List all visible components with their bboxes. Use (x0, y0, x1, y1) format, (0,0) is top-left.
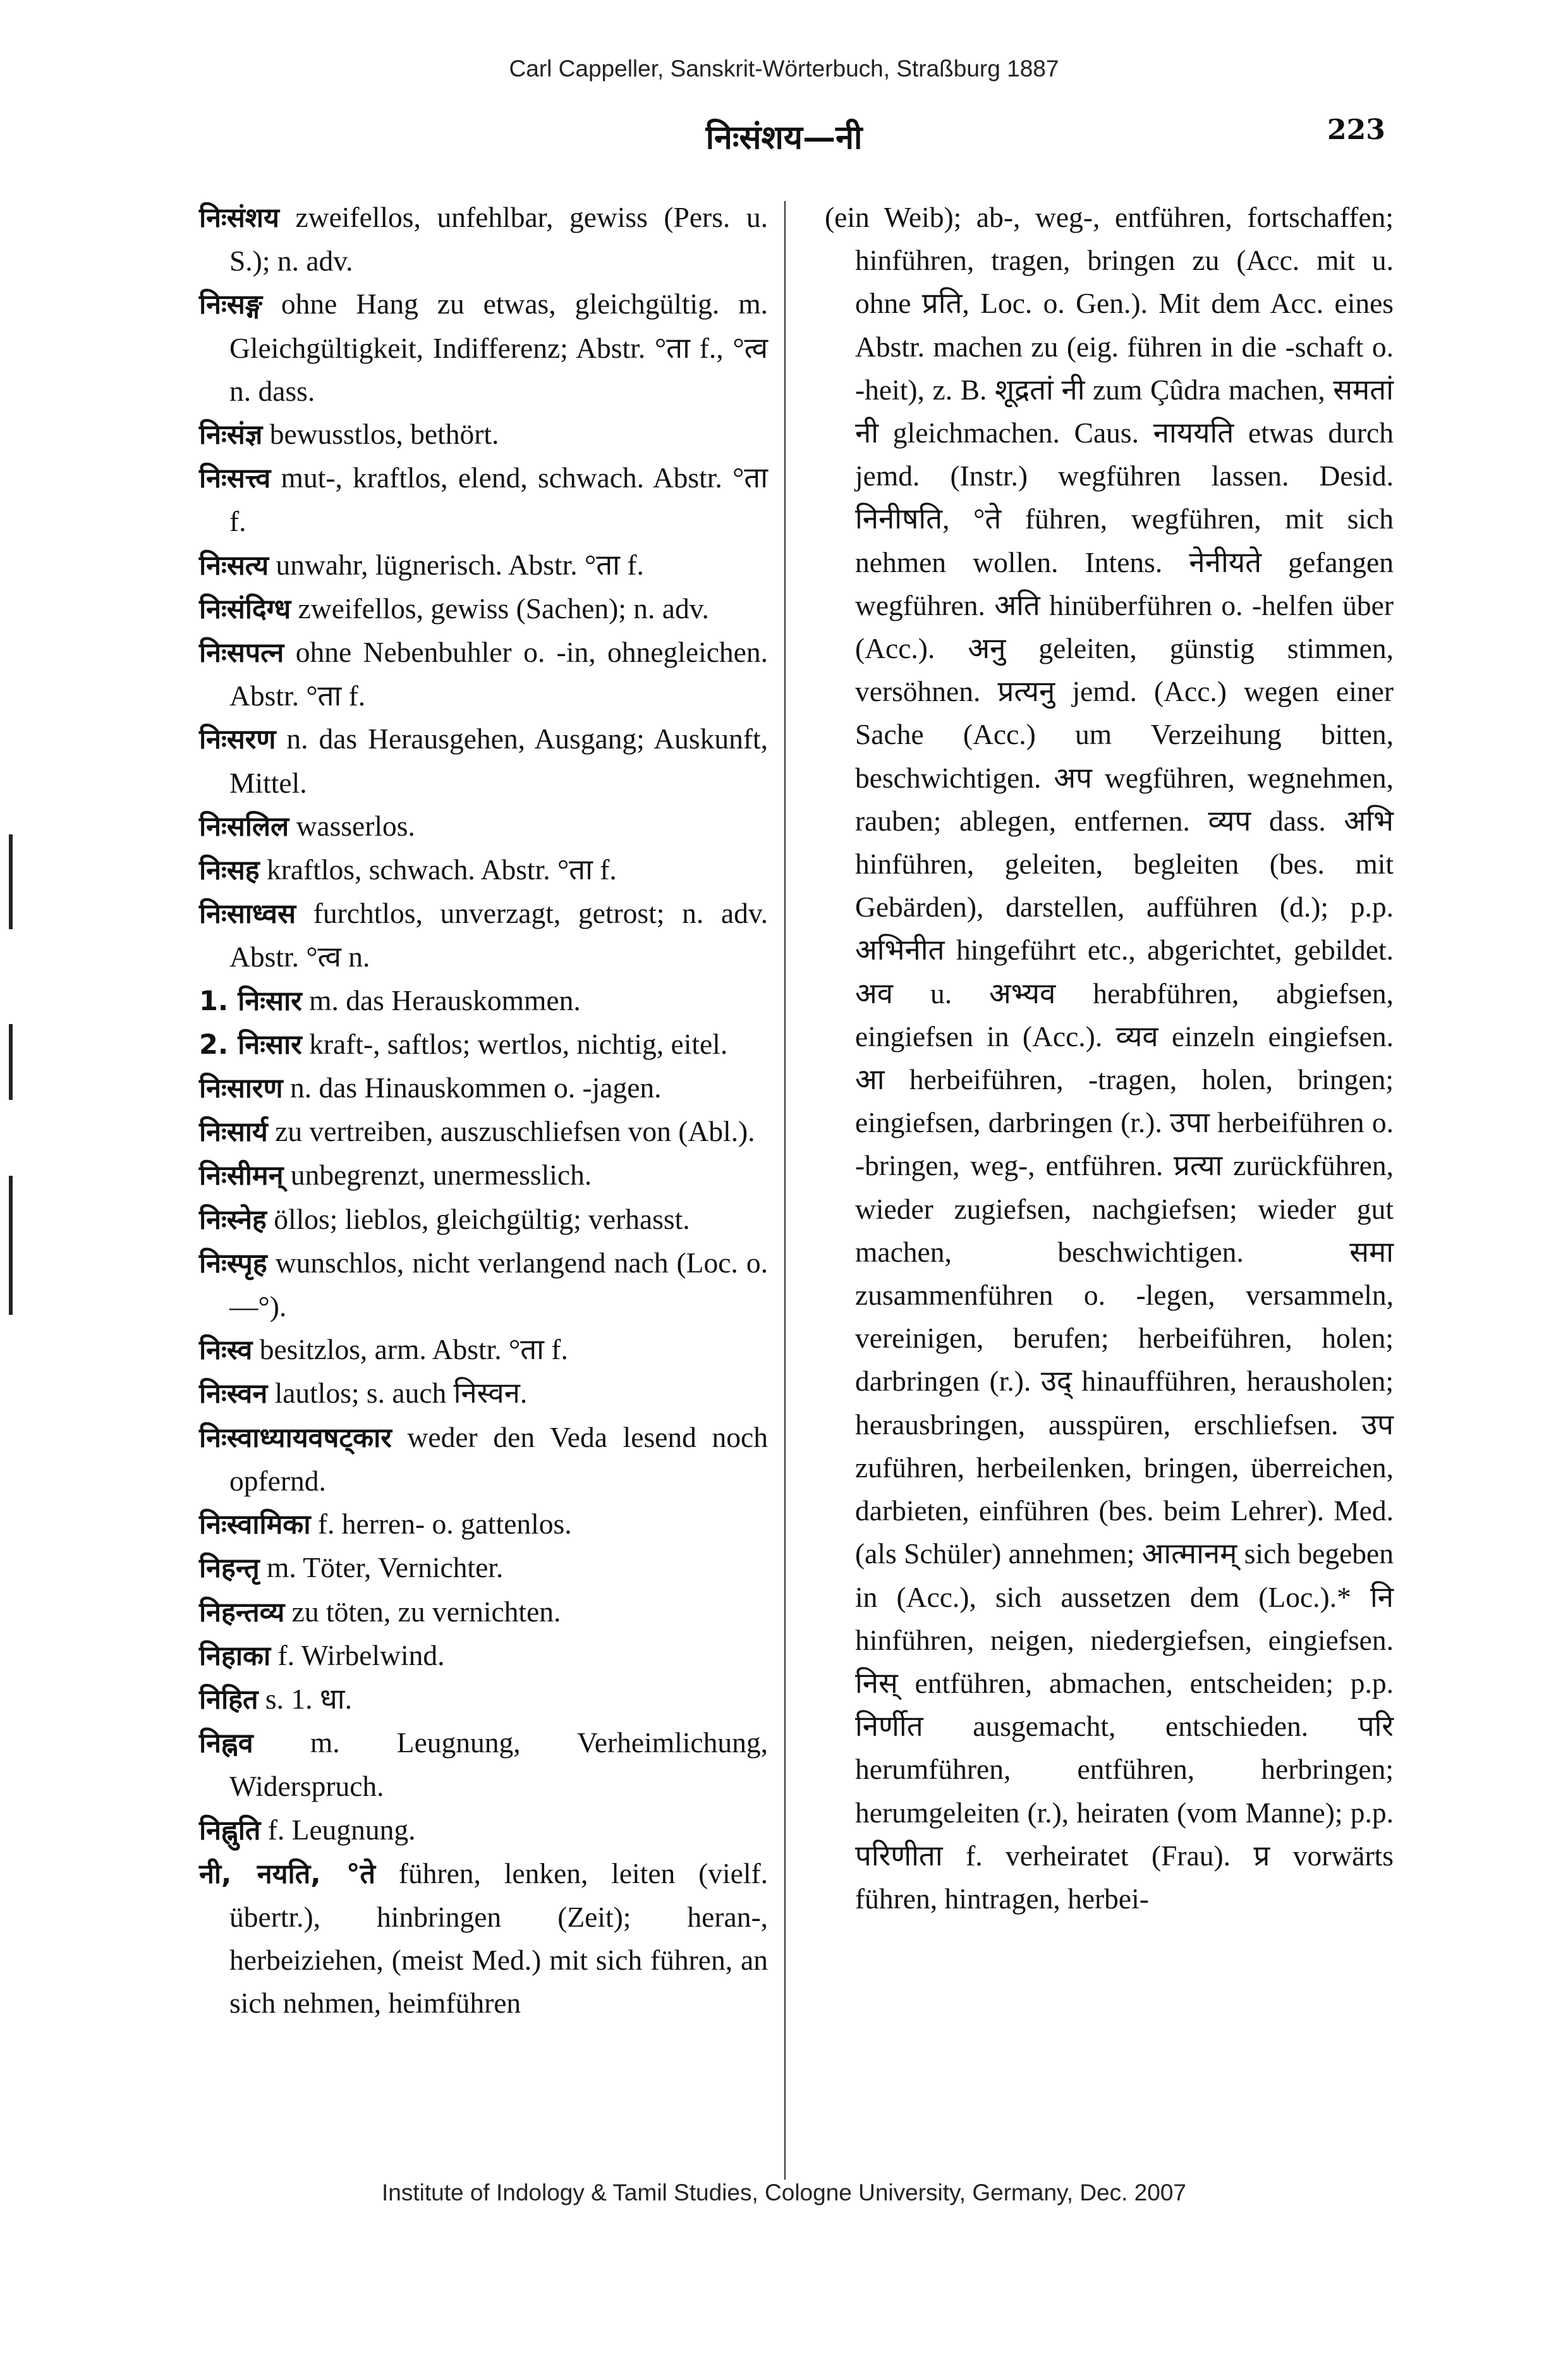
entry-headword: निःसरण (199, 724, 276, 756)
entry-definition: kraftlos, schwach. Abstr. °ता f. (259, 853, 617, 886)
entry-definition: öllos; lieblos, gleichgültig; verhasst. (266, 1202, 690, 1235)
entry-headword: 2. निःसार (199, 1028, 302, 1061)
entry-headword: निहित (199, 1683, 258, 1716)
entry-headword: निःस्वामिका (199, 1509, 311, 1541)
dictionary-entry (199, 1503, 768, 1546)
dictionary-entry (199, 848, 768, 892)
entry-definition: furchtlos, unverzagt, getrost; n. adv. Abstr. °त्व n. (229, 897, 768, 973)
right-column (825, 196, 1394, 1920)
entry-headword: निःसंदिग्ध (199, 593, 291, 625)
entry-headword: निःसारण (199, 1073, 283, 1105)
binding-mark (9, 1176, 13, 1315)
entry-definition: zu vertreiben, auszuschliefsen von (Abl.). (267, 1115, 755, 1148)
bottom-credit: Institute of Indology & Tamil Studies, Cologne University, Germany, Dec. 2007 (381, 2180, 1186, 2205)
dictionary-entry (199, 805, 768, 848)
entry-definition: unwahr, lügnerisch. Abstr. °ता f. (269, 548, 644, 581)
dictionary-entry (199, 283, 768, 413)
dictionary-entry (199, 1721, 768, 1808)
dictionary-entry (199, 717, 768, 804)
entry-headword: निहन्तव्य (199, 1596, 285, 1628)
entry-definition: führen, lenken, leiten (vielf. übertr.), hinbringen (Zeit); heran-, herbeiziehen, (meist Med.) mit sich führen, an sich nehmen, heimführen (229, 1857, 768, 2020)
binding-mark (9, 1024, 13, 1100)
entry-definition: f. Wirbelwind. (270, 1638, 445, 1671)
running-head: निःसंशय—नी (705, 118, 863, 157)
dictionary-entry (199, 1809, 768, 1852)
dictionary-entry (199, 979, 768, 1023)
dictionary-entry (199, 587, 768, 631)
dictionary-entry (199, 892, 768, 979)
dictionary-entry (199, 1154, 768, 1197)
entry-headword: निःसार्य (199, 1116, 268, 1149)
entry-definition: weder den Veda lesend noch opfernd. (229, 1420, 768, 1497)
entry-definition: wasserlos. (289, 809, 415, 842)
dictionary-entry (199, 196, 768, 283)
dictionary-entry (199, 1678, 768, 1721)
dictionary-entry (199, 1546, 768, 1590)
entry-definition: mut-, kraftlos, elend, schwach. Abstr. °ता f. (229, 461, 768, 538)
entry-headword: निःसाध्वस (199, 898, 296, 930)
top-credit: Carl Cappeller, Sanskrit-Wörterbuch, Straßburg 1887 (509, 56, 1059, 82)
dictionary-entry (199, 1416, 768, 1503)
column-divider (784, 201, 786, 2180)
entry-headword: नी, नयति, °ते (199, 1858, 375, 1890)
entry-definition: zweifellos, unfehlbar, gewiss (Pers. u. S.); n. adv. (229, 201, 768, 278)
entry-definition: m. Leugnung, Verheimlichung, Widerspruch. (229, 1726, 768, 1803)
dictionary-entry (199, 1023, 768, 1066)
dictionary-entry (199, 1110, 768, 1154)
entry-headword: निःस्व (199, 1334, 253, 1367)
dictionary-entry (199, 456, 768, 543)
entry-definition: wunschlos, nicht verlangend nach (Loc. o. —°). (229, 1246, 768, 1323)
dictionary-entry (199, 413, 768, 456)
entry-headword: निह्नव (199, 1728, 253, 1760)
entry-definition: m. das Herauskommen. (301, 984, 581, 1016)
dictionary-entry (199, 1198, 768, 1242)
entry-headword: निःस्वन (199, 1378, 268, 1410)
entry-headword: निःसत्त्व (199, 463, 271, 495)
entry-headword: 1. निःसार (199, 985, 302, 1017)
dictionary-entry (199, 1634, 768, 1678)
entry-headword: निहाका (199, 1640, 271, 1672)
page-number: 223 (1327, 114, 1385, 146)
entry-definition: zu töten, zu vernichten. (284, 1595, 561, 1628)
entry-definition: s. 1. धा. (258, 1682, 352, 1715)
entry-definition: unbegrenzt, unermesslich. (283, 1159, 592, 1192)
dictionary-entry (199, 1852, 768, 2025)
dictionary-entry (825, 196, 1394, 1920)
entry-headword: निःसीमन् (199, 1160, 284, 1192)
entry-headword: निःस्वाध्यायवषट्कार (199, 1422, 392, 1454)
entry-definition: (ein Weib); ab-, weg-, entführen, fortschaffen; hinführen, tragen, bringen zu (Acc. mit u. ohne प्रति, Loc. o. Gen.). Mit dem Acc. eines Abstr. machen zu (eig. führen in die -schaft o. -heit), z. B. शूद्रतां नी zum Çûdra machen, समतां नी gleichmachen. Caus. नाययति etwas durch jemd. (Instr.) wegführen lassen. Desid. निनीषति, °ते führen, wegführen, mit sich nehmen wollen. Intens. नेनीयते gefangen wegführen. अति hinüberführen o. -helfen über (Acc.). अनु geleiten, günstig stimmen, versöhnen. प्रत्यनु jemd. (Acc.) wegen einer Sache (Acc.) um Verzeihung bitten, beschwichtigen. अप wegführen, wegnehmen, rauben; ablegen, entfernen. व्यप dass. अभि hinführen, geleiten, begleiten (bes. mit Gebärden), darstellen, aufführen (d.); p.p. अभिनीत hingeführt etc., abgerichtet, gebildet. अव u. अभ्यव herabführen, abgiefsen, eingiefsen in (Acc.). व्यव einzeln eingiefsen. आ herbeiführen, -tragen, holen, bringen; eingiefsen, darbringen (r.). उपा herbeiführen o. -bringen, weg-, entführen. प्रत्या zurückführen, wieder zugiefsen, nachgiefsen; wieder gut machen, beschwichtigen. समा zusammenführen o. -legen, versammeln, vereinigen, berufen; herbeiführen, holen; darbringen (r.). उद् hinaufführen, herausholen; herausbringen, ausspüren, erschliefsen. उप zuführen, herbeilenken, bringen, überreichen, darbieten, einführen (bes. beim Lehrer). Med. (als Schüler) annehmen; आत्मानम् sich begeben in (Acc.), sich aussetzen dem (Loc.).* नि hinführen, neigen, niedergiefsen, eingiefsen. निस् entführen, abmachen, entscheiden; p.p. निर्णीत ausgemacht, entschieden. परि herumführen, entführen, herbringen; herumgeleiten (r.), heiraten (vom Manne); p.p. परिणीता f. verheiratet (Frau). प्र vorwärts führen, hintragen, herbei- (825, 201, 1394, 1915)
dictionary-entry (199, 1590, 768, 1634)
entry-headword: निःसंशय (199, 202, 279, 234)
dictionary-entry (199, 631, 768, 717)
left-column (199, 196, 768, 2025)
entry-headword: निःसपत्न (199, 637, 284, 669)
dictionary-entry (199, 1242, 768, 1328)
entry-headword: निहन्तृ (199, 1553, 260, 1585)
entry-definition: m. Töter, Vernichter. (259, 1551, 504, 1584)
binding-mark (9, 834, 13, 929)
entry-headword: निःस्पृह (199, 1247, 267, 1279)
entry-headword: निःस्नेह (199, 1204, 267, 1236)
entry-definition: f. Leugnung. (260, 1813, 416, 1846)
entry-definition: kraft-, saftlos; wertlos, nichtig, eitel. (301, 1027, 728, 1060)
entry-headword: निःसह (199, 855, 260, 887)
entry-headword: निःसंज्ञ (199, 419, 263, 451)
entry-definition: n. das Herausgehen, Ausgang; Auskunft, Mittel. (229, 723, 768, 799)
dictionary-entry (199, 544, 768, 587)
dictionary-entry (199, 1372, 768, 1415)
entry-definition: f. herren- o. gattenlos. (310, 1508, 572, 1540)
entry-headword: निःसङ्ग (199, 289, 262, 321)
entry-definition: bewusstlos, bethört. (262, 418, 499, 451)
entry-definition: lautlos; s. auch निस्वन. (267, 1377, 528, 1410)
entry-headword: निःसत्य (199, 549, 269, 582)
entry-headword: निह्नुति (199, 1814, 261, 1846)
entry-definition: besitzlos, arm. Abstr. °ता f. (252, 1333, 568, 1366)
dictionary-entry (199, 1328, 768, 1372)
entry-definition: ohne Hang zu etwas, gleichgültig. m. Gleichgültigkeit, Indifferenz; Abstr. °ता f., °त्व n. dass. (229, 288, 768, 407)
entry-definition: n. das Hinauskommen o. -jagen. (283, 1071, 662, 1104)
entry-definition: ohne Nebenbuhler o. -in, ohnegleichen. Abstr. °ता f. (229, 636, 768, 712)
entry-definition: zweifellos, gewiss (Sachen); n. adv. (291, 592, 709, 625)
dictionary-entry (199, 1066, 768, 1110)
entry-headword: निःसलिल (199, 810, 289, 843)
